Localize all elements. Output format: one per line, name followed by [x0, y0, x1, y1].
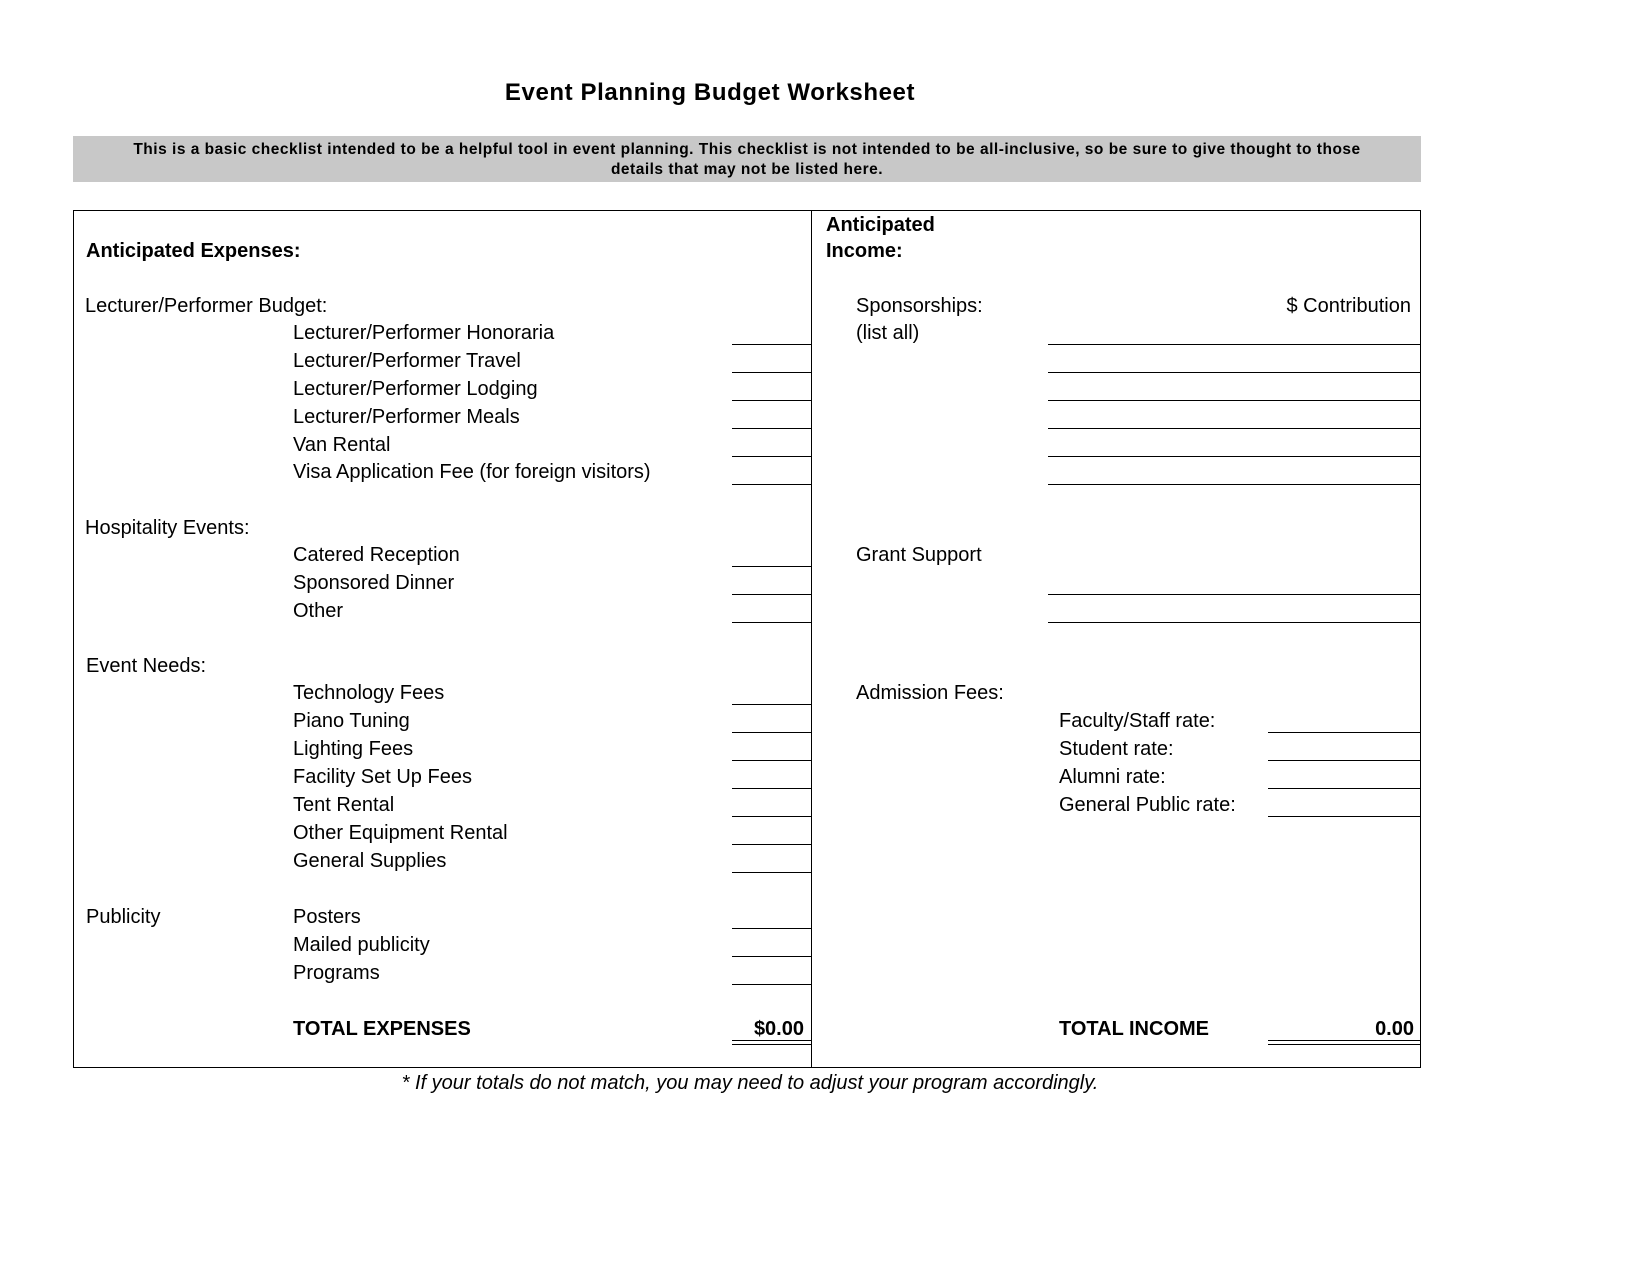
- worksheet-table: [73, 210, 1421, 1068]
- hospitality-label: Hospitality Events:: [85, 517, 250, 539]
- rate-label: General Public rate:: [1059, 794, 1236, 816]
- expense-item: Tent Rental: [293, 794, 395, 816]
- expense-item: Lecturer/Performer Lodging: [293, 378, 538, 400]
- grant-blank[interactable]: [1048, 594, 1421, 595]
- expense-blank[interactable]: [732, 956, 812, 957]
- expense-item: Catered Reception: [293, 544, 460, 566]
- rate-blank[interactable]: [1268, 732, 1421, 733]
- expense-blank[interactable]: [732, 456, 812, 457]
- expense-blank[interactable]: [732, 428, 812, 429]
- sponsorship-blank[interactable]: [1048, 456, 1421, 457]
- total-income-value: 0.00: [1375, 1018, 1414, 1040]
- expense-blank[interactable]: [732, 928, 812, 929]
- intro-line-2: details that may not be listed here.: [610, 161, 884, 178]
- expense-blank[interactable]: [732, 760, 812, 761]
- contribution-label: $ Contribution: [1286, 295, 1411, 317]
- expenses-heading: Anticipated Expenses:: [86, 240, 301, 262]
- total-expenses-value: $0.00: [753, 1018, 804, 1040]
- sponsorships-sub-label: (list all): [856, 322, 920, 344]
- grant-blank[interactable]: [1048, 622, 1421, 623]
- expense-item: Technology Fees: [293, 682, 445, 704]
- expense-blank[interactable]: [732, 484, 812, 485]
- footnote: * If your totals do not match, you may need to adjust your program accordingly.: [401, 1072, 1099, 1094]
- expense-item: Lecturer/Performer Honoraria: [293, 322, 555, 344]
- total-expenses-underline: [732, 1040, 812, 1045]
- expense-item: Lecturer/Performer Meals: [293, 406, 520, 428]
- expense-blank[interactable]: [732, 372, 812, 373]
- expense-blank[interactable]: [732, 594, 812, 595]
- expense-item: Mailed publicity: [293, 934, 430, 956]
- sponsorship-blank[interactable]: [1048, 372, 1421, 373]
- rate-blank[interactable]: [1268, 788, 1421, 789]
- expense-blank[interactable]: [732, 344, 812, 345]
- intro-banner: [73, 136, 1421, 182]
- expense-blank[interactable]: [732, 788, 812, 789]
- expense-blank[interactable]: [732, 622, 812, 623]
- sponsorship-blank[interactable]: [1048, 344, 1421, 345]
- expense-item: Piano Tuning: [293, 710, 410, 732]
- expense-item: Other Equipment Rental: [293, 822, 508, 844]
- column-divider: [811, 210, 812, 1068]
- sponsorship-blank[interactable]: [1048, 400, 1421, 401]
- sponsorships-label: Sponsorships:: [856, 295, 983, 317]
- expense-item: Visa Application Fee (for foreign visitors): [293, 461, 651, 483]
- income-heading-line-2: Income:: [826, 240, 903, 262]
- expense-item: Lighting Fees: [293, 738, 414, 760]
- rate-blank[interactable]: [1268, 760, 1421, 761]
- expense-item: Other: [293, 600, 344, 622]
- expense-item: Lecturer/Performer Travel: [293, 350, 521, 372]
- expense-item: Programs: [293, 962, 380, 984]
- expense-item: General Supplies: [293, 850, 447, 872]
- rate-label: Faculty/Staff rate:: [1059, 710, 1216, 732]
- expense-blank[interactable]: [732, 566, 812, 567]
- total-income-underline: [1268, 1040, 1421, 1045]
- expense-item: Van Rental: [293, 434, 391, 456]
- total-income-label: TOTAL INCOME: [1059, 1018, 1209, 1040]
- lecturer-budget-label: Lecturer/Performer Budget:: [85, 295, 328, 317]
- page-title: Event Planning Budget Worksheet: [504, 79, 916, 106]
- intro-line-1: This is a basic checklist intended to be a helpful tool in event planning. This checklist is not intended to be all-inclusive, so be sure to give thought to those: [133, 141, 1361, 158]
- admission-fees-label: Admission Fees:: [856, 682, 1004, 704]
- expense-blank[interactable]: [732, 816, 812, 817]
- expense-blank[interactable]: [732, 732, 812, 733]
- income-heading-line-1: Anticipated: [826, 214, 935, 236]
- rate-label: Alumni rate:: [1059, 766, 1166, 788]
- sponsorship-blank[interactable]: [1048, 428, 1421, 429]
- grant-support-label: Grant Support: [856, 544, 982, 566]
- expense-item: Facility Set Up Fees: [293, 766, 472, 788]
- expense-blank[interactable]: [732, 704, 812, 705]
- total-expenses-label: TOTAL EXPENSES: [293, 1018, 471, 1040]
- expense-item: Posters: [293, 906, 361, 928]
- publicity-label: Publicity: [86, 906, 161, 928]
- event-needs-label: Event Needs:: [86, 655, 207, 677]
- rate-label: Student rate:: [1059, 738, 1174, 760]
- expense-blank[interactable]: [732, 872, 812, 873]
- expense-item: Sponsored Dinner: [293, 572, 455, 594]
- expense-blank[interactable]: [732, 400, 812, 401]
- expense-blank[interactable]: [732, 984, 812, 985]
- rate-blank[interactable]: [1268, 816, 1421, 817]
- sponsorship-blank[interactable]: [1048, 484, 1421, 485]
- expense-blank[interactable]: [732, 844, 812, 845]
